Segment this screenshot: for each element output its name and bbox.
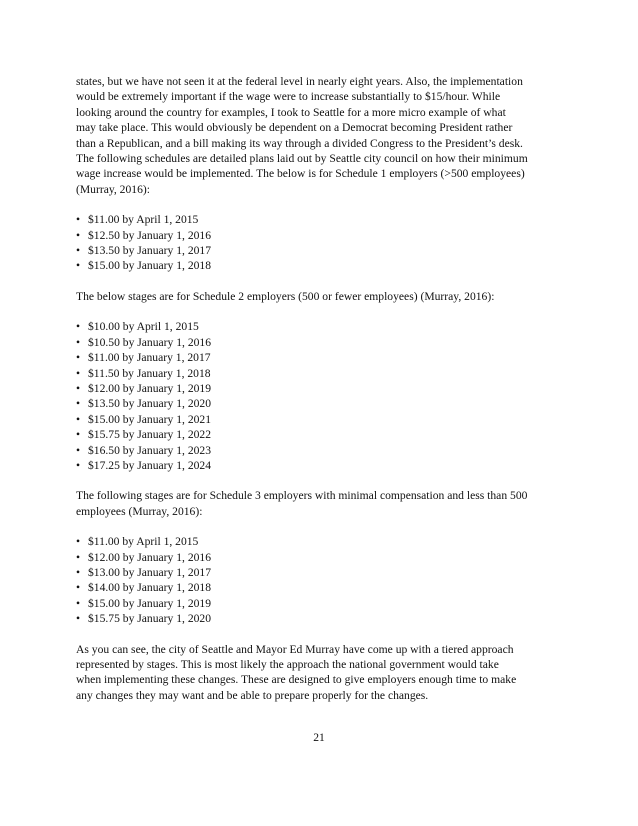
list-item [76,580,564,595]
list-item-text: $11.50 by January 1, 2018 [88,366,211,380]
bullet-icon: • [76,535,81,549]
paragraph-line: employees (Murray, 2016): [76,504,203,518]
list-item-text: $13.50 by January 1, 2017 [88,244,212,258]
paragraph-line: any changes they may want and be able to prepare properly for the changes. [76,688,429,702]
list-item [76,243,564,258]
bullet-icon: • [76,320,81,334]
bullet-icon: • [76,612,81,626]
list-item [76,443,564,458]
list-item-text: $15.00 by January 1, 2019 [88,596,212,610]
list-item [76,427,564,442]
list-item-text: $15.00 by January 1, 2018 [88,259,212,273]
list-item-text: $11.00 by January 1, 2017 [88,351,211,365]
list-item-text: $13.50 by January 1, 2020 [88,397,212,411]
list-item-text: $11.00 by April 1, 2015 [88,535,199,549]
bullet-icon: • [76,443,81,457]
list-item-text: $16.50 by January 1, 2023 [88,443,212,457]
paragraph-line: wage increase would be implemented. The below is for Schedule 1 employers (>500 employees) [76,167,525,181]
bullet-icon: • [76,244,81,258]
list-item [76,228,564,243]
list-item-text: $15.00 by January 1, 2021 [88,412,212,426]
list-item-text: $11.00 by April 1, 2015 [88,213,199,227]
list-item [76,319,564,334]
list-item [76,458,564,473]
page-number: 21 [313,731,325,744]
bullet-icon: • [76,335,81,349]
paragraph-schedule2-intro [76,289,564,304]
list-item-text: $15.75 by January 1, 2020 [88,612,212,626]
paragraph-line: when implementing these changes. These are designed to give employers enough time to make [76,673,517,687]
list-item-text: $10.50 by January 1, 2016 [88,335,212,349]
list-item-text: $12.50 by January 1, 2016 [88,228,212,242]
list-item [76,381,564,396]
list-item [76,550,564,565]
paragraph-line: looking around the country for examples, I took to Seattle for a more micro example of what [76,105,506,119]
bullet-icon: • [76,259,81,273]
list-item [76,335,564,350]
list-item-text: $14.00 by January 1, 2018 [88,581,212,595]
list-item-text: $17.25 by January 1, 2024 [88,458,212,472]
bullet-icon: • [76,213,81,227]
schedule1-list [76,212,564,274]
bullet-icon: • [76,550,81,564]
list-item-text: $15.75 by January 1, 2022 [88,428,212,442]
paragraph-line: states, but we have not seen it at the federal level in nearly eight years. Also, the implementation [76,75,523,88]
bullet-icon: • [76,458,81,472]
bullet-icon: • [76,581,81,595]
bullet-icon: • [76,366,81,380]
bullet-icon: • [76,228,81,242]
schedule3-list [76,534,564,626]
list-item [76,350,564,365]
paragraph-line: may take place. This would obviously be dependent on a Democrat becoming President rather [76,121,513,135]
paragraph-line: represented by stages. This is most likely the approach the national government would take [76,658,499,671]
list-item-text: $12.00 by January 1, 2016 [88,550,212,564]
list-item-text: $10.00 by April 1, 2015 [88,320,199,334]
paragraph-conclusion [76,642,564,704]
list-item [76,258,564,273]
paragraph-line: than a Republican, and a bill making its way through a divided Congress to the President’s desk. [76,136,523,150]
paragraph-line: As you can see, the city of Seattle and Mayor Ed Murray have come up with a tiered approach [76,642,514,656]
list-item-text: $12.00 by January 1, 2019 [88,381,212,395]
paragraph-line: The following schedules are detailed plans laid out by Seattle city council on how their minimum [76,152,528,166]
list-item [76,212,564,227]
bullet-icon: • [76,596,81,610]
bullet-icon: • [76,565,81,579]
list-item [76,596,564,611]
bullet-icon: • [76,412,81,426]
list-item [76,396,564,411]
bullet-icon: • [76,397,81,411]
list-item [76,412,564,427]
schedule2-list [76,319,564,473]
bullet-icon: • [76,381,81,395]
paragraph-line: would be extremely important if the wage were to increase substantially to $15/hour. While [76,90,501,104]
list-item-text: $13.00 by January 1, 2017 [88,565,212,579]
bullet-icon: • [76,428,81,442]
list-item [76,366,564,381]
paragraph-line: The below stages are for Schedule 2 employers (500 or fewer employees) (Murray, 2016): [76,289,495,303]
paragraph-intro [76,74,564,197]
bullet-icon: • [76,351,81,365]
paragraph-line: (Murray, 2016): [76,182,150,196]
paragraph-schedule3-intro [76,488,564,519]
paragraph-line: The following stages are for Schedule 3 employers with minimal compensation and less than 500 [76,489,528,503]
list-item [76,565,564,580]
list-item [76,534,564,549]
document-page [76,74,564,703]
list-item [76,611,564,626]
